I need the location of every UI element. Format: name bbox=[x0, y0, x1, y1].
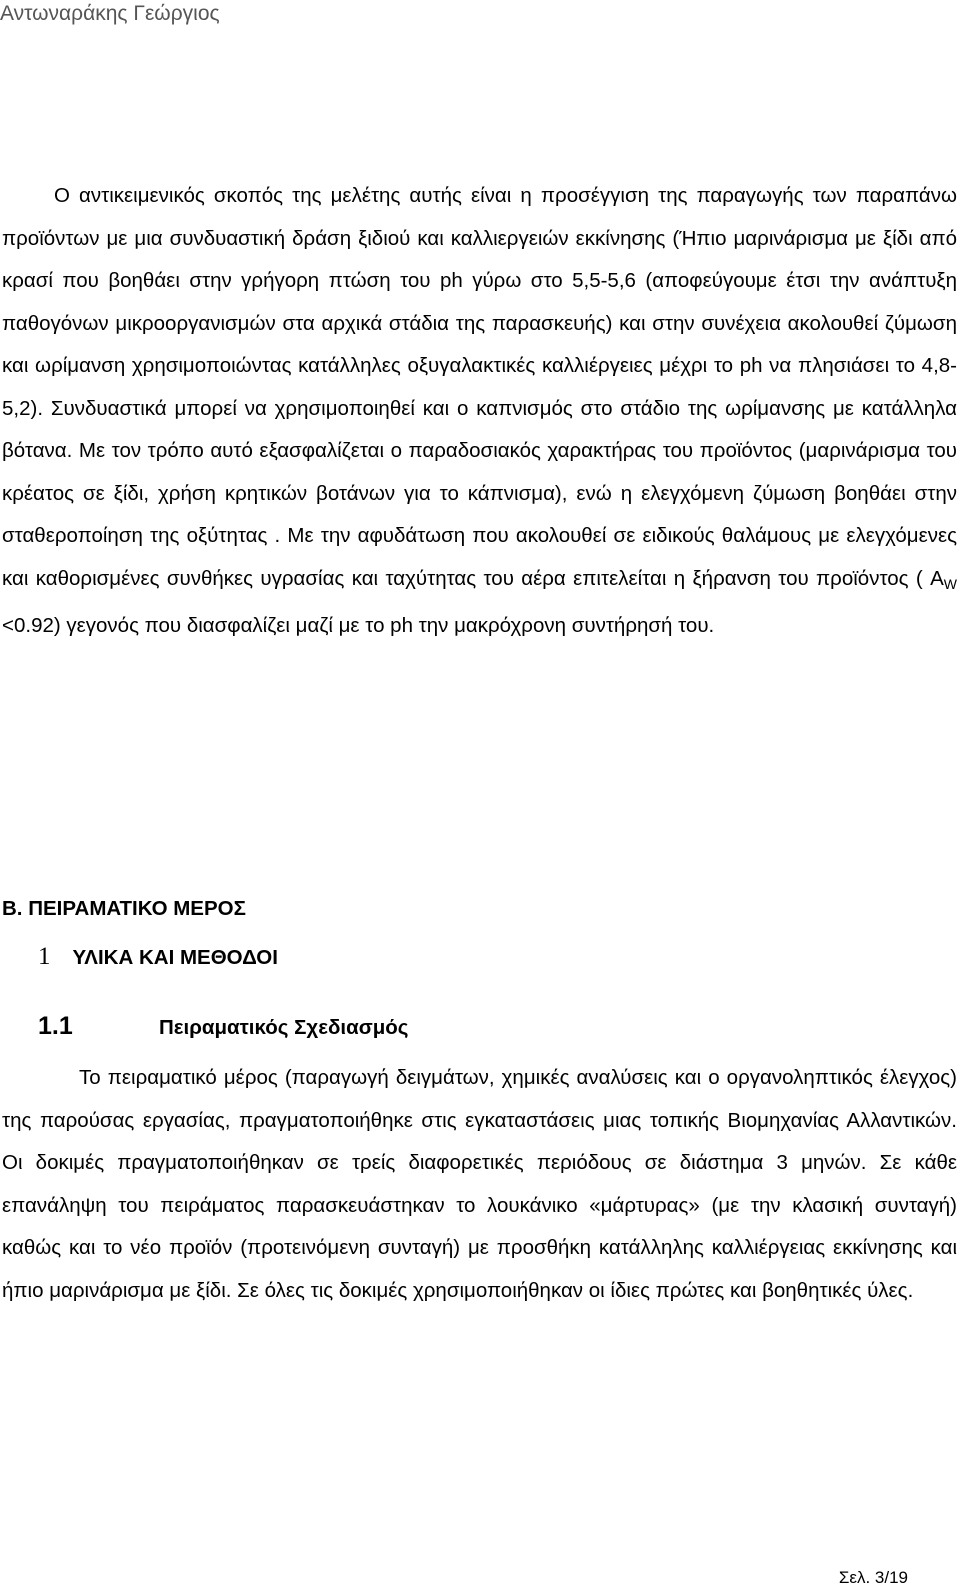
section-heading-experimental: Β. ΠΕΙΡΑΜΑΤΙΚΟ ΜΕΡΟΣ bbox=[2, 897, 246, 920]
paragraph-objective-text: Ο αντικειμενικός σκοπός της μελέτης αυτής είναι η προσέγγιση της παραγωγής των παραπάνω προϊόντων με μια συνδυαστική δράση ξιδιού και καλλιεργειών εκκίνησης (Ήπιο μαρινάρισμα με ξίδι από κρασί που βοηθάει στην γρήγορη πτώση του ph γύρω στο 5,5-5,6 (αποφεύγουμε έτσι την ανάπτυξη παθογόνων μικροοργανισμών στα αρχικά στάδια της παρασκευής) και στην συνέχεια ακολουθεί ζύμωση και ωρίμανση χρησιμοποιώντας κατάλληλες οξυγαλακτικές καλλιέργειες μέχρι το ph να πλησιάσει το 4,8-5,2). Συνδυαστικά μπορεί να χρησιμοποιηθεί και ο καπνισμός στο στάδιο της ωρίμανσης με κατάλληλα βότανα. Με τον τρόπο αυτό εξασφαλίζεται ο παραδοσιακός χαρακτήρας του προϊόντος (μαρινάρισμα του κρέατος σε ξίδι, χρήση κρητικών βοτάνων για το κάπνισμα), ενώ η ελεγχόμενη ζύμωση βοηθάει στην σταθεροποίηση της οξύτητας . Με την αφυδάτωση που ακολουθεί σε ειδικούς θαλάμους με ελεγχόμενες και καθορισμένες συνθήκες υγρασίας και ταχύτητας του αέρα επιτελείται η ξήρανση του προϊόντος ( A bbox=[2, 184, 957, 590]
page-number: Σελ. 3/19 bbox=[838, 1568, 908, 1587]
subheading-title: Πειραματικός Σχεδιασμός bbox=[159, 1016, 409, 1039]
heading-materials-methods bbox=[38, 943, 278, 971]
water-activity-subscript: W bbox=[943, 575, 957, 592]
heading-title: ΥΛΙΚΑ ΚΑΙ ΜΕΘΟΔΟΙ bbox=[72, 946, 278, 969]
header-author: Αντωναράκης Γεώργιος bbox=[0, 2, 220, 25]
subheading-experimental-design bbox=[38, 1012, 408, 1041]
subheading-number: 1.1 bbox=[38, 1012, 73, 1040]
paragraph-experimental-design: Το πειραματικό μέρος (παραγωγή δειγμάτων, χημικές αναλύσεις και ο οργανοληπτικός έλεγχος) της παρούσας εργασίας, πραγματοποιήθηκε στις εγκαταστάσεις μιας τοπικής Βιομηχανίας Αλλαντικών. Οι δοκιμές πραγματοποιήθηκαν σε τρείς διαφορετικές περιόδους σε διάστημα 3 μηνών. Σε κάθε επανάληψη του πειράματος παρασκευάστηκαν το λουκάνικο «μάρτυρας» (με την κλασική συνταγή) καθώς και το νέο προϊόν (προτεινόμενη συνταγή) με προσθήκη κατάλληλης καλλιέργειας εκκίνησης και ήπιο μαρινάρισμα με ξίδι. Σε όλες τις δοκιμές χρησιμοποιήθηκαν οι ίδιες πρώτες και βοηθητικές ύλες. bbox=[2, 1066, 957, 1302]
paragraph-objective-tail: <0.92) γεγονός που διασφαλίζει μαζί με το ph την μακρόχρονη συντήρησή του. bbox=[2, 614, 715, 637]
paragraph-objective bbox=[2, 175, 957, 648]
heading-number: 1 bbox=[38, 943, 51, 970]
